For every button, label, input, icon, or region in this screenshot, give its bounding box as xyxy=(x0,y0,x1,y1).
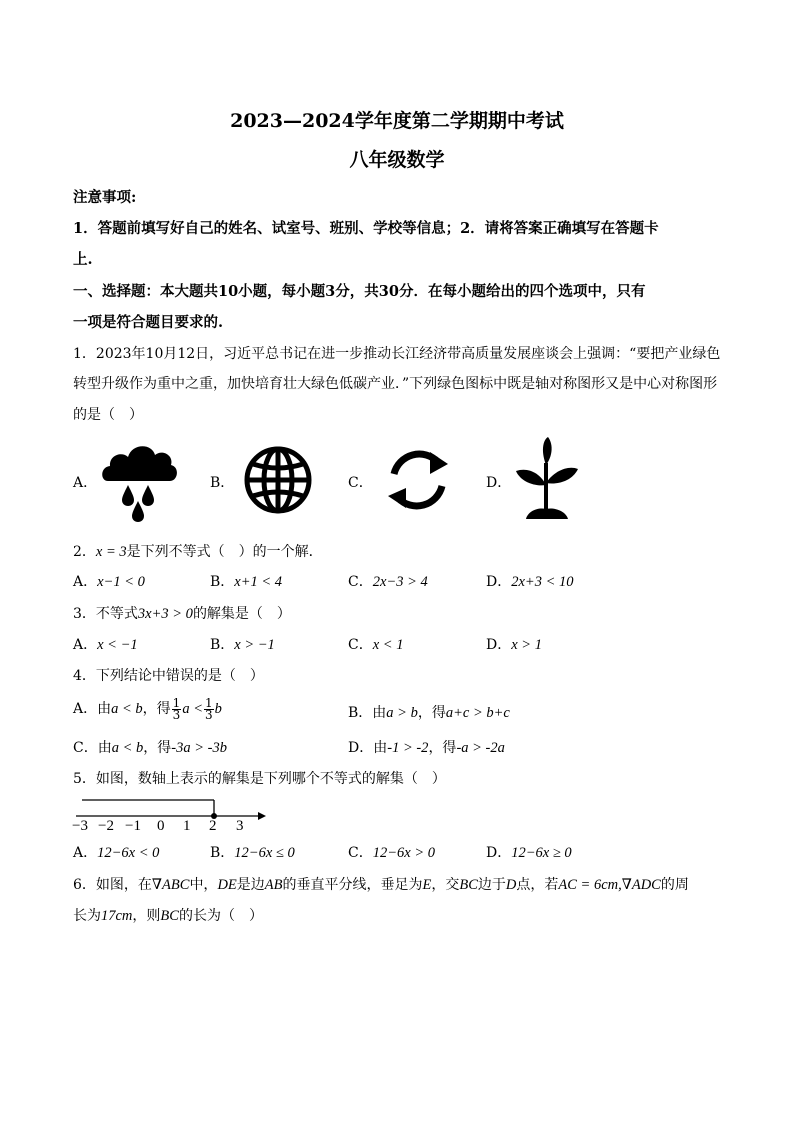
section-one-line-2: 一项是符合题目要求的. xyxy=(73,314,224,331)
notes-line-2: 上. xyxy=(73,251,93,268)
q2-option-d: D．2x+3 < 10 xyxy=(486,574,574,590)
notes-heading: 注意事项: xyxy=(73,189,137,206)
notes-line-1: 1．答题前填写好自己的姓名、试室号、班别、学校等信息；2．请将答案正确填写在答题卡 xyxy=(73,220,659,237)
q5-option-b: B．12−6x ≤ 0 xyxy=(210,845,295,861)
q1-option-b-label: B． xyxy=(210,475,235,491)
axis-label-neg2: −2 xyxy=(98,818,114,834)
q4-option-a: A．由a < b，得 $\frac{1}{3}$ a < $\frac{1}{3}$ b xyxy=(73,695,222,722)
q4-option-b: B．由a > b，得a+c > b+c xyxy=(348,705,510,721)
q1-stem-line-2: 转型升级作为重中之重，加快培育壮大绿色低碳产业．”下列绿色图标中既是轴对称图形又是中心对称图形 xyxy=(73,376,718,392)
q3-option-b: B．x > −1 xyxy=(210,637,275,653)
q4-option-c: C．由a < b，得-3a > -3b xyxy=(73,740,227,756)
section-one-line-1: 一、选择题：本大题共10小题，每小题3分，共30分．在每小题给出的四个选项中，只有 xyxy=(73,283,646,300)
q6-stem-line-1: 6．如图，在∇ABC中，DE是边AB的垂直平分线，垂足为E，交BC边于D点，若AC = 6cm,∇ADC的周 xyxy=(73,877,689,893)
axis-label-neg1: −1 xyxy=(125,818,141,834)
q6-stem-line-2: 长为17cm，则BC的长为（ ） xyxy=(73,908,263,924)
q2-option-c: C．2x−3 > 4 xyxy=(348,574,428,590)
q5-option-d: D．12−6x ≥ 0 xyxy=(486,845,572,861)
q1-option-d-label: D． xyxy=(486,475,512,491)
q3-option-d: D．x > 1 xyxy=(486,637,542,653)
q3-stem: 3．不等式3x+3 > 0的解集是（ ） xyxy=(73,606,291,622)
q3-option-a: A．x < −1 xyxy=(73,637,138,653)
axis-label-3: 3 xyxy=(236,818,244,834)
recycle-arrows-icon xyxy=(372,444,464,516)
axis-label-1: 1 xyxy=(183,818,191,834)
fraction-one-third-b: $\frac{1}{3}$ xyxy=(204,695,213,722)
q2-option-b: B．x+1 < 4 xyxy=(210,574,283,590)
q5-stem: 5．如图，数轴上表示的解集是下列哪个不等式的解集（ ） xyxy=(73,771,446,787)
q1-stem-line-1: 1．2023年10月12日，习近平总书记在进一步推动长江经济带高质量发展座谈会上强调：“要把产业绿色 xyxy=(73,346,721,362)
q4-stem: 4．下列结论中错误的是（ ） xyxy=(73,668,264,684)
axis-label-neg3: −3 xyxy=(72,818,88,834)
q2-option-a: A．x−1 < 0 xyxy=(73,574,145,590)
exam-title: 2023—2024学年度第二学期期中考试 xyxy=(230,110,564,132)
globe-icon xyxy=(242,444,314,516)
q5-option-c: C．12−6x > 0 xyxy=(348,845,435,861)
axis-label-2: 2 xyxy=(209,818,217,834)
cloud-rain-icon xyxy=(100,435,178,525)
sprout-icon xyxy=(510,435,582,523)
exam-subtitle: 八年级数学 xyxy=(349,149,445,171)
q2-stem: 2．x = 3是下列不等式（ ）的一个解． xyxy=(73,544,323,560)
fraction-one-third-a: $\frac{1}{3}$ xyxy=(172,695,181,722)
q1-option-c-label: C． xyxy=(348,475,373,491)
q5-option-a: A．12−6x < 0 xyxy=(73,845,160,861)
axis-label-0: 0 xyxy=(157,818,165,834)
q3-option-c: C．x < 1 xyxy=(348,637,404,653)
q1-stem-line-3: 的是（ ） xyxy=(73,407,143,423)
q1-option-a-label: A． xyxy=(73,475,98,491)
q4-option-d: D．由-1 > -2，得-a > -2a xyxy=(348,740,505,756)
